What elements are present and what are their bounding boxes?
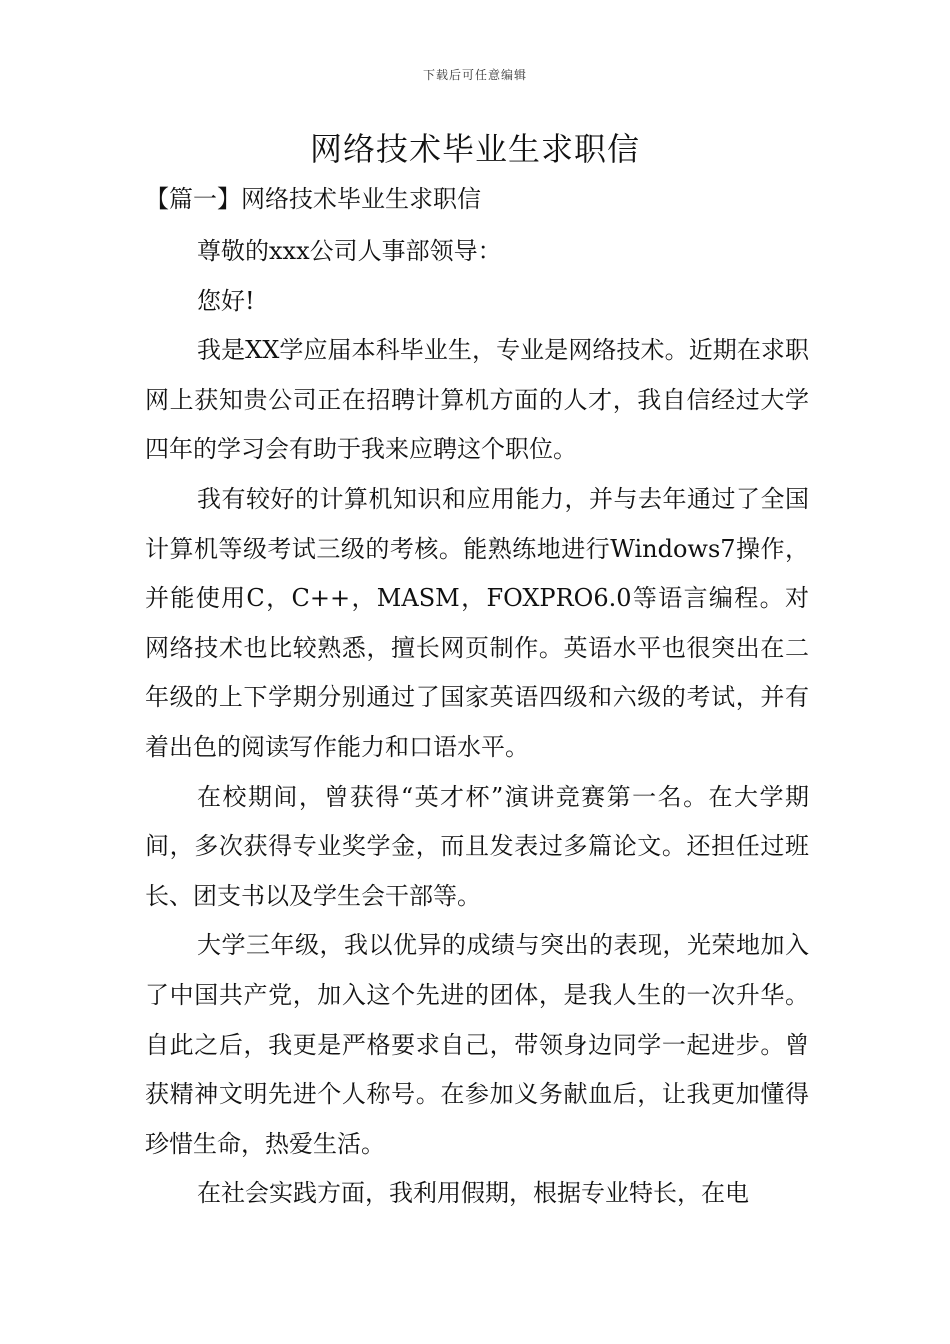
paragraph-introduction: 我是XX学应届本科毕业生，专业是网络技术。近期在求职网上获知贵公司正在招聘计算机方面的人才，我自信经过大学四年的学习会有助于我来应聘这个职位。: [145, 336, 809, 464]
paragraph-skills: 我有较好的计算机知识和应用能力，并与去年通过了全国计算机等级考试三级的考核。能熟练地进行Windows7操作，并能使用C，C++，MASM，FOXPRO6.0等语言编程。对网络技术也比较熟悉，擅长网页制作。英语水平也很突出在二年级的上下学期分别通过了国家英语四级和六级的考试，并有着出色的阅读写作能力和口语水平。: [145, 484, 809, 761]
section-heading: 【篇一】网络技术毕业生求职信: [145, 185, 481, 213]
salutation: 尊敬的xxx公司人事部领导：: [197, 237, 502, 265]
letter-body: [145, 227, 809, 1219]
paragraph-party-membership: 大学三年级，我以优异的成绩与突出的表现，光荣地加入了中国共产党，加入这个先进的团体，是我人生的一次升华。自此之后，我更是严格要求自己，带领身边同学一起进步。曾获精神文明先进个人称号。在参加义务献血后，让我更加懂得珍惜生命，热爱生活。: [145, 931, 809, 1158]
paragraph-social-practice: 在社会实践方面，我利用假期，根据专业特长，在电: [197, 1179, 749, 1208]
header-note: 下载后可任意编辑: [422, 68, 527, 82]
paragraph-achievements: 在校期间，曾获得“英才杯”演讲竞赛第一名。在大学期间，多次获得专业奖学金，而且发表过多篇论文。还担任过班长、团支书以及学生会干部等。: [145, 782, 809, 910]
document-title: 网络技术毕业生求职信: [309, 130, 640, 168]
greeting: 您好!: [197, 286, 255, 315]
